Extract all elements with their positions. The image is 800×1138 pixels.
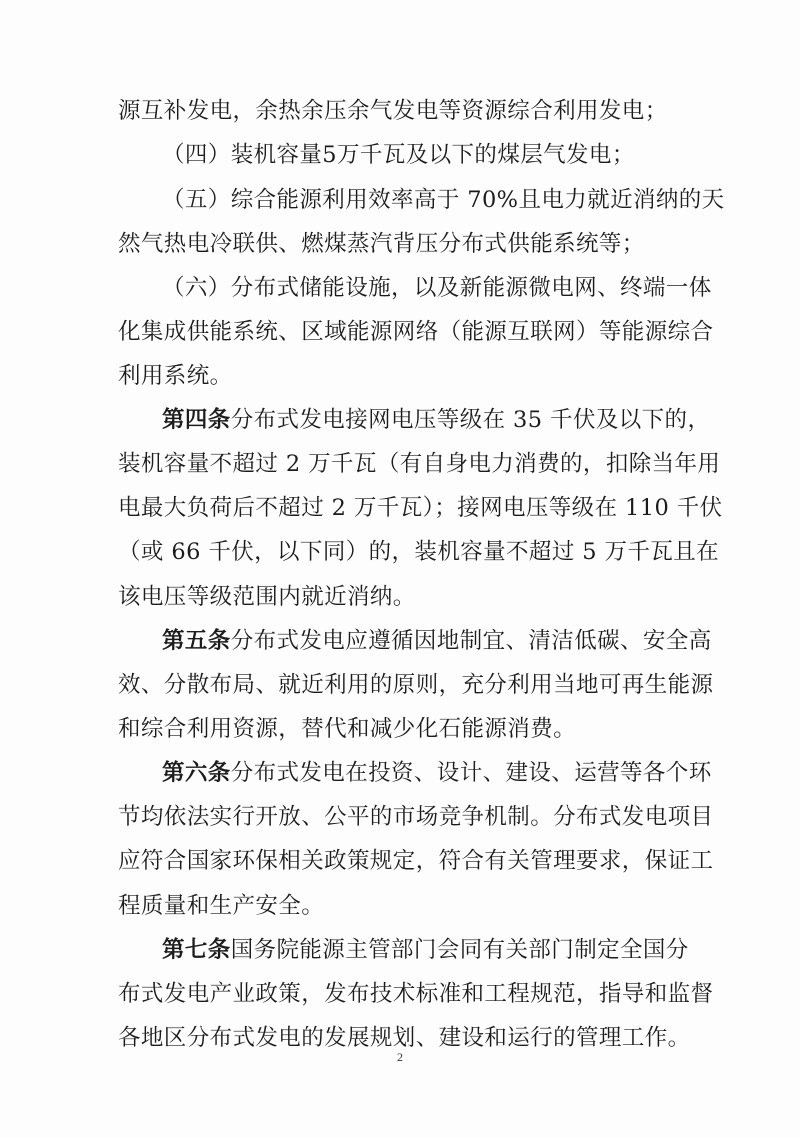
text-line-7: 利用系统。: [118, 363, 233, 389]
text-line-1: 源互补发电，余热余压余气发电等资源综合利用发电；: [118, 98, 668, 124]
text-line-2: （四）装机容量5万千瓦及以下的煤层气发电；: [162, 142, 635, 168]
text-line-14: 效、分散布局、就近利用的原则，充分利用当地可再生能源: [118, 672, 714, 698]
article-4-heading: 第四条: [162, 407, 231, 433]
article-6-line-1: 第六条分布式发电在投资、设计、建设、运营等各个环: [162, 760, 712, 786]
article-7-line-1: 第七条国务院能源主管部门会同有关部门制定全国分: [162, 937, 689, 963]
text-line-9: 装机容量不超过 2 万千瓦（有自身电力消费的，扣除当年用: [118, 451, 721, 477]
text-line-11: （或 66 千伏，以下同）的，装机容量不超过 5 万千瓦且在: [118, 539, 720, 565]
article-7-heading: 第七条: [162, 937, 231, 963]
article-6-heading: 第六条: [162, 760, 231, 786]
page-number: 2: [397, 1050, 403, 1064]
article-4-line-1: 第四条分布式发电接网电压等级在 35 千伏及以下的，: [162, 407, 711, 433]
text-line-5: （六）分布式储能设施，以及新能源微电网、终端一体: [162, 275, 712, 301]
text-line-4: 然气热电冷联供、燃煤蒸汽背压分布式供能系统等；: [118, 231, 645, 257]
article-5-heading: 第五条: [162, 628, 231, 654]
text-line-10: 电最大负荷后不超过 2 万千瓦）；接网电压等级在 110 千伏: [118, 495, 723, 521]
text-line-18: 应符合国家环保相关政策规定，符合有关管理要求，保证工: [118, 848, 714, 874]
text-line-6: 化集成供能系统、区域能源网络（能源互联网）等能源综合: [118, 319, 714, 345]
text-line-15: 和综合利用资源，替代和减少化石能源消费。: [118, 716, 577, 742]
text-line-19: 程质量和生产安全。: [118, 893, 325, 919]
text-line-22: 各地区分布式发电的发展规划、建设和运行的管理工作。: [118, 1025, 691, 1051]
article-5-line-1: 第五条分布式发电应遵循因地制宜、清洁低碳、安全高: [162, 628, 712, 654]
text-line-3: （五）综合能源利用效率高于 70%且电力就近消纳的天: [162, 187, 725, 213]
text-line-12: 该电压等级范围内就近消纳。: [118, 584, 416, 610]
text-line-17: 节均依法实行开放、公平的市场竞争机制。分布式发电项目: [118, 804, 714, 830]
text-line-21: 布式发电产业政策，发布技术标准和工程规范，指导和监督: [118, 981, 714, 1007]
